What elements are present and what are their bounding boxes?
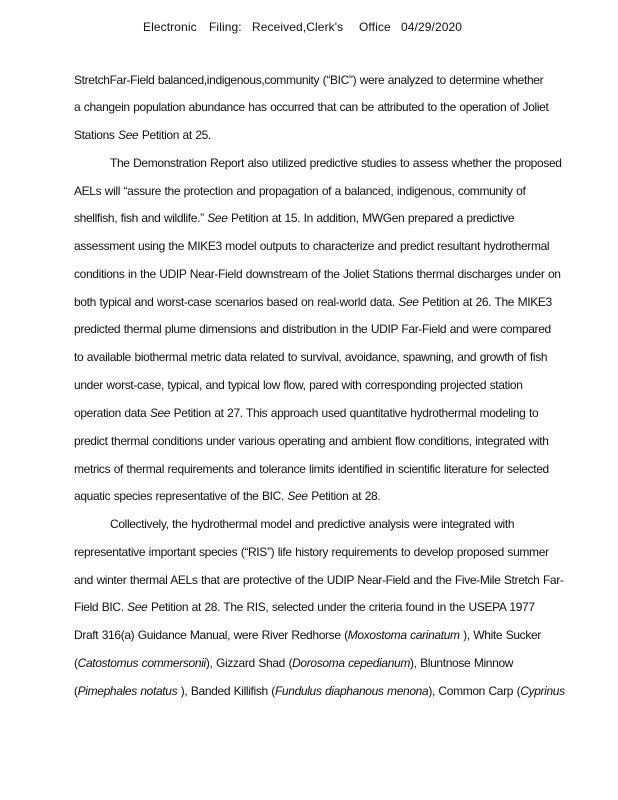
text-line bbox=[74, 295, 552, 309]
header-electronic: Electronic bbox=[143, 20, 197, 34]
text-line bbox=[74, 73, 543, 87]
italic-text: Cyprinus bbox=[520, 684, 565, 698]
italic-text: Dorosoma cepedianum bbox=[292, 656, 411, 670]
text-line bbox=[74, 600, 535, 614]
italic-text: See bbox=[149, 406, 171, 420]
text-line bbox=[74, 211, 514, 225]
header-date: 04/29/2020 bbox=[401, 20, 463, 34]
text-run: to available biothermal metric data related to survival, avoidance, spawning, and growth of fish bbox=[74, 350, 548, 364]
text-line bbox=[74, 656, 513, 670]
text-run: StretchFar-Field balanced,indigenous,community (“BIC”) were analyzed to determine whether bbox=[74, 73, 544, 87]
header-office: Office bbox=[359, 20, 391, 34]
italic-text: Catostomus commersonii bbox=[77, 656, 206, 670]
italic-text: Moxostoma carinatum bbox=[347, 628, 460, 642]
text-line bbox=[74, 489, 380, 503]
text-run: Petition at 28. The RIS, selected under the criteria found in the USEPA 1977 bbox=[147, 600, 535, 614]
text-run: Petition at 27. This approach used quantitative hydrothermal modeling to bbox=[170, 406, 539, 420]
text-run: predicted thermal plume dimensions and distribution in the UDIP Far-Field and were compared bbox=[74, 322, 551, 336]
text-line bbox=[74, 434, 549, 448]
text-line bbox=[74, 350, 547, 364]
italic-text: Fundulus diaphanous menona bbox=[274, 684, 429, 698]
italic-text: See bbox=[127, 600, 148, 614]
text-run: aquatic species representative of the BIC. bbox=[74, 489, 288, 503]
text-line bbox=[74, 545, 549, 559]
text-run: assessment using the MIKE3 model outputs to characterize and predict resultant hydrothermal bbox=[74, 239, 550, 253]
text-run: Field BIC. bbox=[74, 600, 128, 614]
text-run: and winter thermal AELs that are protective of the UDIP Near-Field and the Five-Mile Stretch Far- bbox=[74, 573, 564, 587]
italic-text: See bbox=[287, 489, 308, 503]
text-line bbox=[74, 573, 564, 587]
text-run: ), Common Carp ( bbox=[428, 684, 521, 698]
italic-text: Pimephales notatus bbox=[77, 684, 178, 698]
text-run: Collectively, the hydrothermal model and predictive analysis were integrated with bbox=[110, 517, 515, 531]
text-run: predict thermal conditions under various operating and ambient flow conditions, integrated with bbox=[74, 434, 549, 448]
text-line bbox=[110, 156, 562, 170]
text-run: metrics of thermal requirements and tolerance limits identified in scientific literature for selected bbox=[74, 462, 549, 476]
text-line bbox=[74, 462, 549, 476]
text-line bbox=[74, 378, 523, 392]
text-run: Petition at 26. The MIKE3 bbox=[418, 295, 552, 309]
text-run: ), White Sucker bbox=[459, 628, 541, 642]
text-run: Stations bbox=[74, 128, 119, 142]
text-run: representative important species (“RIS”) life history requirements to develop proposed summer bbox=[74, 545, 549, 559]
italic-text: See bbox=[398, 295, 419, 309]
text-run: Petition at 28. bbox=[307, 489, 381, 503]
text-line bbox=[110, 517, 514, 531]
italic-text: See bbox=[118, 128, 139, 142]
text-run: ( bbox=[74, 656, 78, 670]
text-run: Petition at 15. In addition, MWGen prepared a predictive bbox=[227, 211, 515, 225]
text-line bbox=[74, 128, 211, 142]
text-line bbox=[74, 628, 541, 642]
text-line bbox=[74, 100, 548, 114]
text-run: Petition at 25. bbox=[138, 128, 211, 142]
text-run: conditions in the UDIP Near-Field downstream of the Joliet Stations thermal discharges under on bbox=[74, 267, 561, 281]
text-run: both typical and worst-case scenarios based on real-world data. bbox=[74, 295, 399, 309]
header-filing: Filing: bbox=[209, 20, 242, 34]
text-run: shellfish, fish and wildlife.” bbox=[74, 211, 208, 225]
text-line bbox=[74, 406, 538, 420]
text-run: operation data bbox=[74, 406, 150, 420]
text-line bbox=[74, 267, 561, 281]
text-run: AELs will “assure the protection and propagation of a balanced, indigenous, community of bbox=[74, 184, 526, 198]
italic-text: See bbox=[207, 211, 228, 225]
text-line bbox=[74, 239, 549, 253]
text-run: ( bbox=[74, 684, 78, 698]
text-run: ), Bluntnose Minnow bbox=[410, 656, 514, 670]
text-run: Draft 316(a) Guidance Manual, were River Redhorse ( bbox=[74, 628, 348, 642]
text-run: The Demonstration Report also utilized predictive studies to assess whether the proposed bbox=[110, 156, 562, 170]
text-line bbox=[74, 322, 551, 336]
text-run: a changein population abundance has occurred that can be attributed to the operation of Joliet bbox=[74, 100, 549, 114]
text-run: ), Banded Killifish ( bbox=[177, 684, 275, 698]
text-run: under worst-case, typical, and typical low flow, pared with corresponding projected station bbox=[74, 378, 523, 392]
text-run: ), Gizzard Shad ( bbox=[205, 656, 293, 670]
text-line bbox=[74, 684, 565, 698]
header-received: Received,Clerk's bbox=[252, 20, 344, 34]
text-line bbox=[74, 184, 526, 198]
